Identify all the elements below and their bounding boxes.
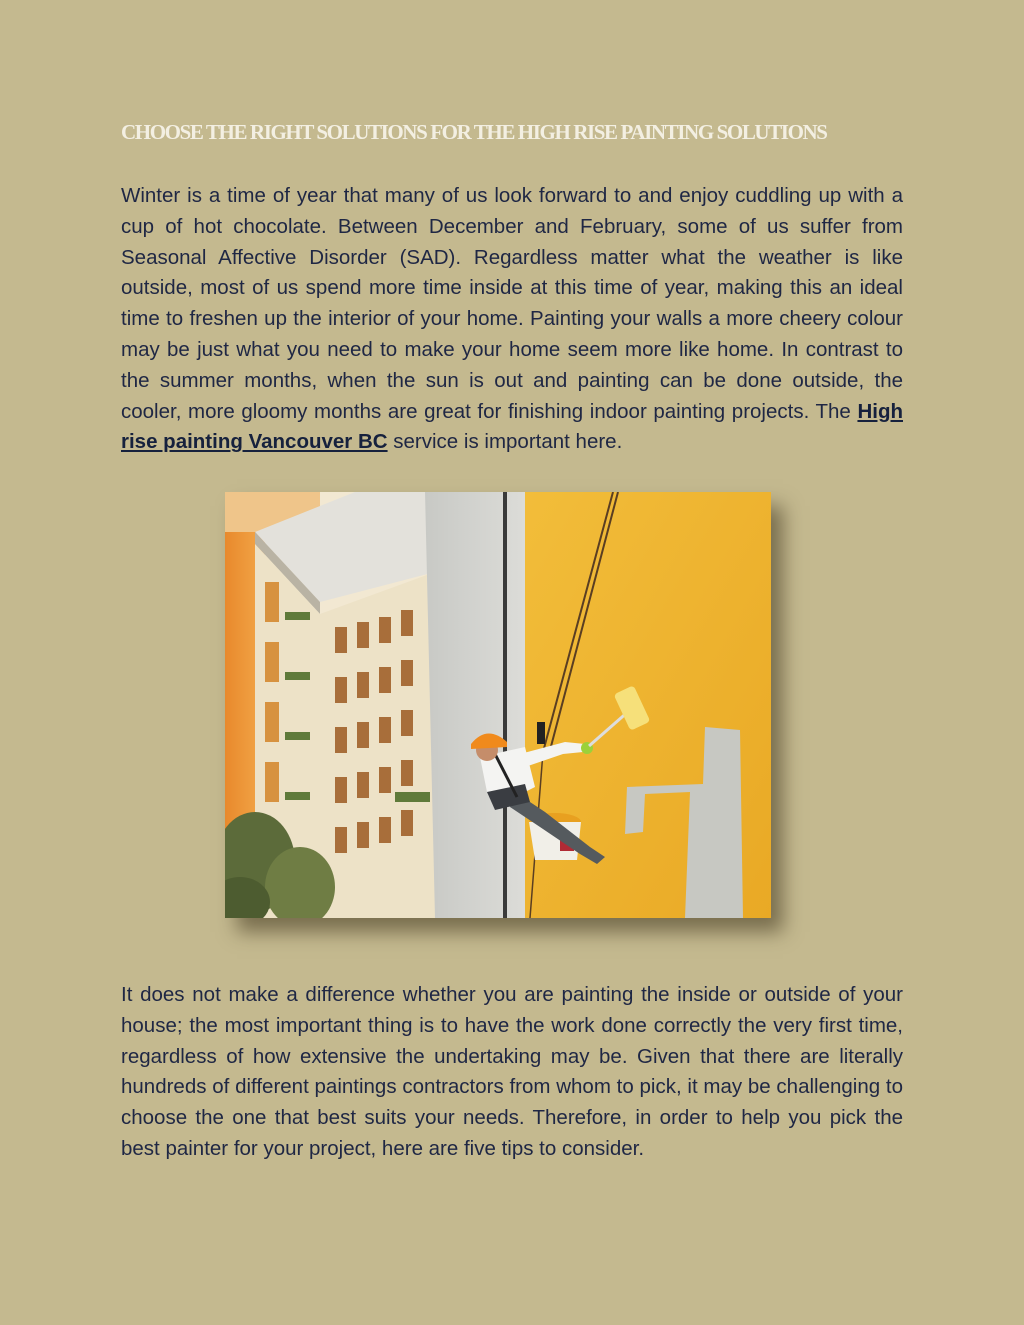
intro-text-after-link: service is important here.: [387, 430, 623, 454]
high-rise-painting-link[interactable]: High rise painting Vancouver BC: [121, 399, 903, 454]
contractor-paragraph: It does not make a difference whether you are painting the inside or outside of your house; the most important thing is to have the work done correctly the very first time, regardless of how extensive the undertaking may be. Given that there are literally hundreds of different paintings contractors from whom to pick, it may be challenging to choose the one that best suits your needs. Therefore, in order to help you pick the best painter for your project, here are five tips to consider.: [121, 983, 903, 1160]
document-title: CHOOSE THE RIGHT SOLUTIONS FOR THE HIGH RISE PAINTING SOLUTIONS: [121, 120, 827, 144]
intro-paragraph: [121, 181, 903, 458]
intro-text-before-link: Winter is a time of year that many of us look forward to and enjoy cuddling up with a cup of hot chocolate. Between December and February, some of us suffer from Seasonal Affective Disorder (SAD). Regardless matter what the weather is like outside, most of us spend more time inside at this time of year, making this an ideal time to freshen up the interior of your home. Painting your walls a more cheery colour may be just what you need to make your home seem more like home. In contrast to the summer months, when the sun is out and painting can be done outside, the cooler, more gloomy months are great for finishing indoor painting projects. The: [121, 184, 903, 423]
painter-photo-illustration: [225, 492, 771, 918]
painter-photo: [225, 492, 771, 918]
